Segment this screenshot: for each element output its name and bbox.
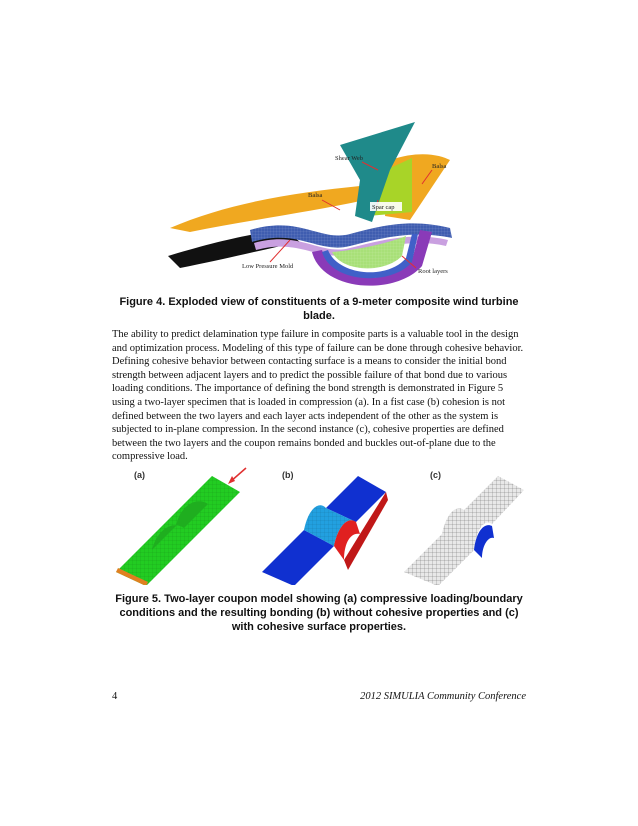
label-root-layers: Root layers <box>418 268 448 275</box>
panel-b-label: (b) <box>282 470 294 480</box>
label-shear-web: Shear Web <box>335 155 364 162</box>
label-balsa-right: Balsa <box>432 163 447 170</box>
conference-name: 2012 SIMULIA Community Conference <box>360 691 526 702</box>
figure-4-caption: Figure 4. Exploded view of constituents of a 9-meter composite wind turbine blade. <box>119 296 519 322</box>
panel-c-coupon <box>404 476 524 585</box>
page-number: 4 <box>112 691 118 702</box>
label-balsa-left: Balsa <box>308 192 323 199</box>
panel-b-coupon <box>262 476 388 585</box>
panel-a-label: (a) <box>134 470 145 480</box>
panel-c-label: (c) <box>430 470 441 480</box>
figure-5-caption: Figure 5. Two-layer coupon model showing (a) compressive loading/boundary conditions and the resulting bonding (b) without cohesive properties and (c) with cohesive surface properties. <box>115 593 523 633</box>
figure-4-illustration <box>150 120 490 290</box>
figure-5-illustration <box>112 460 526 585</box>
label-spar-cap: Spar cap <box>372 204 395 211</box>
body-paragraph: The ability to predict delamination type failure in composite parts is a valuable tool in the design and optimization process. Modeling of this type of failure can be done through cohesive behavior. Defining cohesive behavior between contacting surface is a means to consider the initial bond strength between adjacent layers and to predict the possible failure of that bond due to various loading conditions. The importance of defining the bond strength is demonstrated in Figure 5 using a two-layer specimen that is loaded in compression (a). In a fist case (b) cohesion is not defined between the two layers and each layer acts independent of the other as the system is subjected to in-plane compression. In the second instance (c), cohesive properties are defined between the two layers and the coupon remains bonded and buckles out-of-plane due to the compressive load. <box>112 329 524 463</box>
balsa-left-shape <box>170 186 365 232</box>
panel-a-coupon <box>116 468 246 585</box>
label-low-pressure-mold: Low Pressure Mold <box>242 263 294 270</box>
